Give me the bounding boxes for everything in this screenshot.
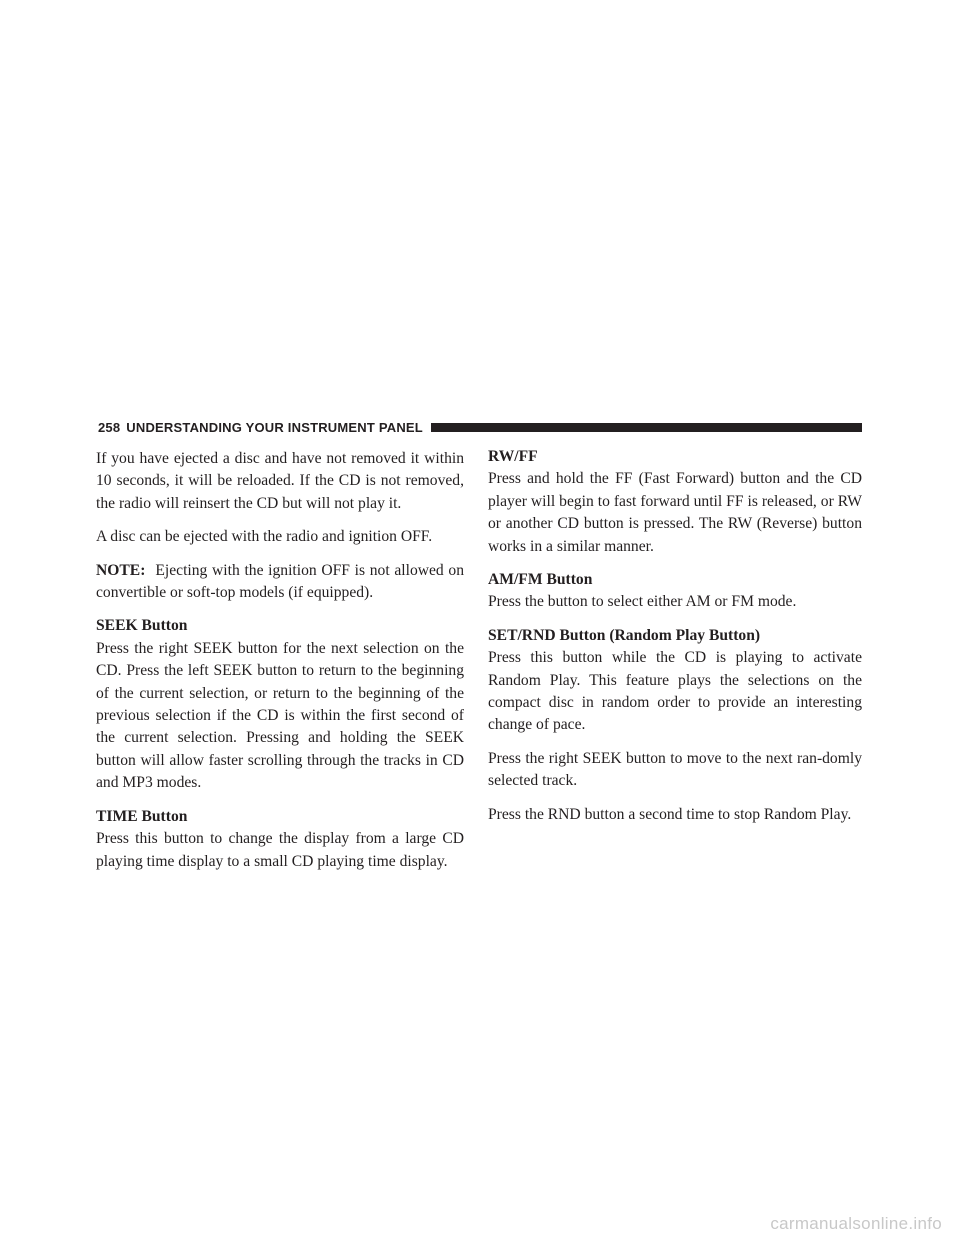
note-label: NOTE:: [96, 561, 146, 579]
left-column: [96, 448, 464, 884]
setrnd-heading: SET/RND Button (Random Play Button): [488, 626, 761, 644]
rwff-heading: RW/FF: [488, 448, 538, 465]
amfm-heading: AM/FM Button: [488, 571, 593, 589]
section-title: UNDERSTANDING YOUR INSTRUMENT PANEL: [126, 419, 423, 435]
setrnd-paragraph: Press this button while the CD is playing to activate Random Play. This feature plays the selections on the compact disc in random order to provide an interesting change of pace.: [488, 649, 862, 734]
page-number: 258: [98, 419, 121, 435]
seek-next-paragraph: Press the right SEEK button to move to the next ran-domly selected track.: [488, 749, 862, 790]
seek-paragraph: Press the right SEEK button for the next selection on the CD. Press the left SEEK button to return to the beginning of the current selection, or return to the beginning of the previous selection if the CD is within the first second of the current selection. Pressing and holding the SEEK button will allow faster scrolling through the tracks in CD and MP3 modes.: [96, 639, 464, 792]
note-text: Ejecting with the ignition OFF is not allowed on convertible or soft-top models (if equipped).: [96, 561, 464, 602]
rnd-stop-paragraph: Press the RND button a second time to stop Random Play.: [488, 805, 852, 823]
time-paragraph: Press this button to change the display from a large CD playing time display to a small CD playing time display.: [96, 830, 464, 870]
note-paragraph: [96, 560, 464, 605]
rwff-paragraph: Press and hold the FF (Fast Forward) button and the CD player will begin to fast forward until FF is released, or RW or another CD button is pressed. The RW (Reverse) button works in a similar manner.: [488, 470, 862, 555]
watermark: carmanualsonline.info: [770, 1214, 942, 1233]
header-rule: [431, 423, 862, 432]
page-header: [98, 416, 862, 438]
amfm-paragraph: Press the button to select either AM or FM mode.: [488, 593, 797, 611]
time-heading: TIME Button: [96, 807, 188, 825]
seek-heading: SEEK Button: [96, 617, 188, 635]
eject-ignition-paragraph: A disc can be ejected with the radio and ignition OFF.: [96, 528, 433, 546]
eject-reload-paragraph: If you have ejected a disc and have not removed it within 10 seconds, it will be reloaded. If the CD is not removed, the radio will reinsert the CD but will not play it.: [96, 450, 464, 512]
right-column: [488, 446, 862, 837]
